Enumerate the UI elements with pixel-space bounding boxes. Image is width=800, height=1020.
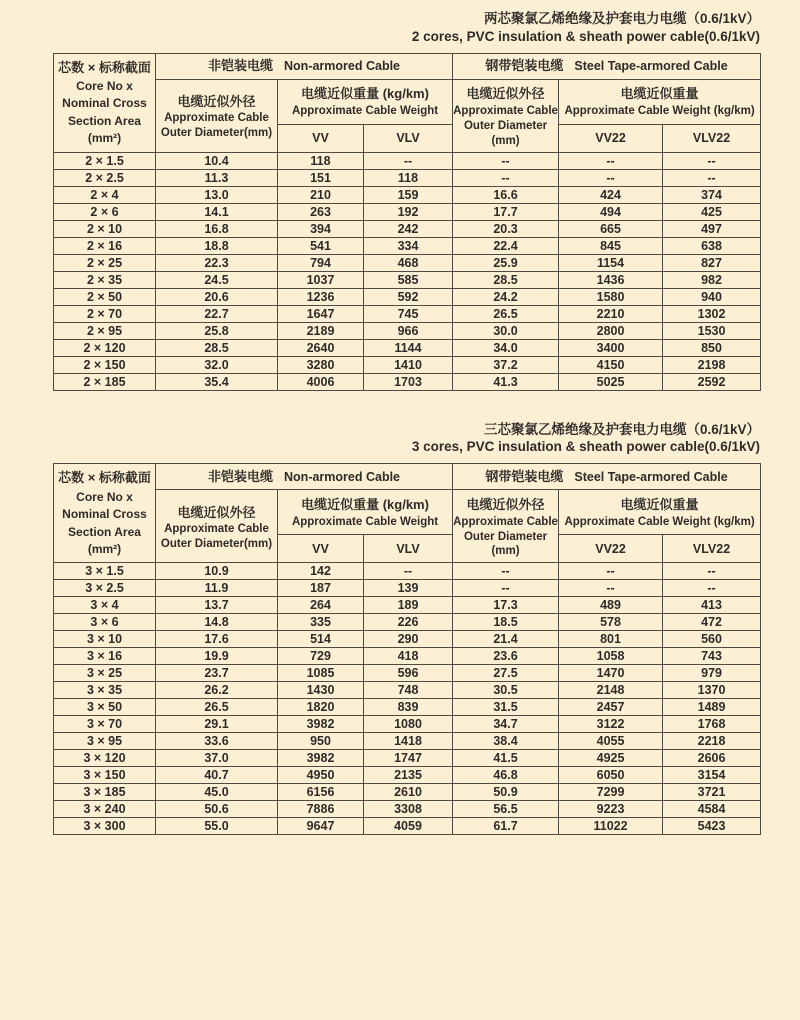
table-cell: 3 × 6 bbox=[54, 614, 156, 631]
table-cell: 3 × 150 bbox=[54, 767, 156, 784]
table-row bbox=[54, 597, 761, 614]
table-cell: 497 bbox=[663, 220, 761, 237]
table-cell: 801 bbox=[559, 631, 663, 648]
table-cell: 2 × 1.5 bbox=[54, 152, 156, 169]
table-cell: 32.0 bbox=[156, 356, 278, 373]
table-cell: 2 × 70 bbox=[54, 305, 156, 322]
table-cell: 850 bbox=[663, 339, 761, 356]
table-cell: 37.0 bbox=[156, 750, 278, 767]
header-col-vlv: VLV bbox=[364, 535, 453, 563]
table-cell: 13.0 bbox=[156, 186, 278, 203]
table-cell: 28.5 bbox=[453, 271, 559, 288]
table-cell: 24.5 bbox=[156, 271, 278, 288]
header-outer-diameter-armored: 电缆近似外径 Approximate Cable Outer Diameter (mm) bbox=[453, 79, 559, 152]
table-row bbox=[54, 767, 761, 784]
table-cell: 578 bbox=[559, 614, 663, 631]
table-body-3core bbox=[54, 563, 761, 835]
table-cell: 982 bbox=[663, 271, 761, 288]
table-cell: 118 bbox=[278, 152, 364, 169]
table-cell: 1580 bbox=[559, 288, 663, 305]
header-outer-diameter-non-armored: 电缆近似外径 Approximate Cable Outer Diameter(mm) bbox=[156, 79, 278, 152]
table-cell: 1647 bbox=[278, 305, 364, 322]
header-col-vv: VV bbox=[278, 124, 364, 152]
table-cell: -- bbox=[453, 563, 559, 580]
table-row bbox=[54, 356, 761, 373]
table-row bbox=[54, 305, 761, 322]
table-cell: 2606 bbox=[663, 750, 761, 767]
table-cell: 20.3 bbox=[453, 220, 559, 237]
table-cell: 55.0 bbox=[156, 818, 278, 835]
table-cell: 374 bbox=[663, 186, 761, 203]
table-row bbox=[54, 682, 761, 699]
table-cell: 1302 bbox=[663, 305, 761, 322]
table-cell: 17.3 bbox=[453, 597, 559, 614]
table-cell: 16.6 bbox=[453, 186, 559, 203]
table-cell: 5423 bbox=[663, 818, 761, 835]
table-cell: 748 bbox=[364, 682, 453, 699]
table-cell: 26.2 bbox=[156, 682, 278, 699]
table-cell: 3 × 1.5 bbox=[54, 563, 156, 580]
table-cell: 41.5 bbox=[453, 750, 559, 767]
table-cell: 950 bbox=[278, 733, 364, 750]
table-cell: 3 × 35 bbox=[54, 682, 156, 699]
table-cell: 10.4 bbox=[156, 152, 278, 169]
header-col-vlv22: VLV22 bbox=[663, 535, 761, 563]
table-row bbox=[54, 254, 761, 271]
table-cell: 38.4 bbox=[453, 733, 559, 750]
table-cell: 16.8 bbox=[156, 220, 278, 237]
table-cell: 2610 bbox=[364, 784, 453, 801]
table-row bbox=[54, 648, 761, 665]
table-cell: 418 bbox=[364, 648, 453, 665]
table-cell: 18.5 bbox=[453, 614, 559, 631]
table-row bbox=[54, 339, 761, 356]
table-cell: 1747 bbox=[364, 750, 453, 767]
table-cell: 34.0 bbox=[453, 339, 559, 356]
table-cell: -- bbox=[663, 580, 761, 597]
table-cell: 17.6 bbox=[156, 631, 278, 648]
header-col-vv22: VV22 bbox=[559, 124, 663, 152]
table-cell: 845 bbox=[559, 237, 663, 254]
table-cell: 2640 bbox=[278, 339, 364, 356]
table-cell: 9223 bbox=[559, 801, 663, 818]
table-cell: 7886 bbox=[278, 801, 364, 818]
table-row bbox=[54, 733, 761, 750]
table-cell: 1410 bbox=[364, 356, 453, 373]
table-cell: 25.8 bbox=[156, 322, 278, 339]
table-row bbox=[54, 152, 761, 169]
table-cell: -- bbox=[453, 580, 559, 597]
table-cell: 3 × 240 bbox=[54, 801, 156, 818]
table-cell: 3308 bbox=[364, 801, 453, 818]
table-cell: 3 × 2.5 bbox=[54, 580, 156, 597]
table-cell: 37.2 bbox=[453, 356, 559, 373]
table-cell: 2 × 16 bbox=[54, 237, 156, 254]
table-cell: 424 bbox=[559, 186, 663, 203]
table-cell: 472 bbox=[663, 614, 761, 631]
table-cell: 18.8 bbox=[156, 237, 278, 254]
table-cell: 2 × 6 bbox=[54, 203, 156, 220]
table-cell: 2 × 2.5 bbox=[54, 169, 156, 186]
table-cell: 1080 bbox=[364, 716, 453, 733]
table-cell: 56.5 bbox=[453, 801, 559, 818]
table-cell: 3 × 16 bbox=[54, 648, 156, 665]
table-row bbox=[54, 373, 761, 390]
table-cell: -- bbox=[559, 169, 663, 186]
table-cell: 22.7 bbox=[156, 305, 278, 322]
header-core-section-area: 芯数 × 标称截面 Core No x Nominal Cross Section Area (mm²) bbox=[54, 464, 156, 563]
table-cell: 940 bbox=[663, 288, 761, 305]
table-cell: 3 × 300 bbox=[54, 818, 156, 835]
table-cell: 1154 bbox=[559, 254, 663, 271]
table-cell: 45.0 bbox=[156, 784, 278, 801]
table-cell: 30.0 bbox=[453, 322, 559, 339]
table-cell: 3 × 185 bbox=[54, 784, 156, 801]
table-row bbox=[54, 631, 761, 648]
table-cell: 839 bbox=[364, 699, 453, 716]
table-cell: -- bbox=[663, 563, 761, 580]
table-cell: 2 × 150 bbox=[54, 356, 156, 373]
table-cell: 3280 bbox=[278, 356, 364, 373]
table-row bbox=[54, 169, 761, 186]
table-cell: 1236 bbox=[278, 288, 364, 305]
section-2core-titles bbox=[53, 10, 760, 46]
table-cell: 24.2 bbox=[453, 288, 559, 305]
table-cell: 11.3 bbox=[156, 169, 278, 186]
section-2core-title-zh: 两芯聚氯乙烯绝缘及护套电力电缆（0.6/1kV） bbox=[483, 11, 760, 26]
table-cell: 335 bbox=[278, 614, 364, 631]
table-cell: 729 bbox=[278, 648, 364, 665]
table-row bbox=[54, 750, 761, 767]
table-cell: 2198 bbox=[663, 356, 761, 373]
table-cell: 4925 bbox=[559, 750, 663, 767]
section-2core-title-en: 2 cores, PVC insulation & sheath power cable(0.6/1kV) bbox=[411, 28, 760, 44]
table-header-2core bbox=[54, 53, 761, 152]
table-cell: -- bbox=[453, 152, 559, 169]
table-cell: 1370 bbox=[663, 682, 761, 699]
table-cell: 11022 bbox=[559, 818, 663, 835]
table-cell: 1530 bbox=[663, 322, 761, 339]
table-cell: 489 bbox=[559, 597, 663, 614]
table-row bbox=[54, 784, 761, 801]
header-group-non-armored: 非铠装电缆 Non-armored Cable bbox=[156, 464, 453, 490]
table-cell: -- bbox=[364, 152, 453, 169]
table-cell: 592 bbox=[364, 288, 453, 305]
header-outer-diameter-armored: 电缆近似外径 Approximate Cable Outer Diameter (mm) bbox=[453, 490, 559, 563]
table-cell: 46.8 bbox=[453, 767, 559, 784]
table-row bbox=[54, 288, 761, 305]
table-cell: 585 bbox=[364, 271, 453, 288]
table-cell: 31.5 bbox=[453, 699, 559, 716]
table-cell: 22.4 bbox=[453, 237, 559, 254]
table-cell: 560 bbox=[663, 631, 761, 648]
table-cell: 9647 bbox=[278, 818, 364, 835]
table-body-2core bbox=[54, 152, 761, 390]
table-cell: 187 bbox=[278, 580, 364, 597]
spec-table-3core bbox=[53, 463, 761, 835]
table-row bbox=[54, 716, 761, 733]
header-weight-non-armored: 电缆近似重量 (kg/km) Approximate Cable Weight bbox=[278, 79, 453, 124]
table-row bbox=[54, 271, 761, 288]
table-cell: 40.7 bbox=[156, 767, 278, 784]
table-cell: 20.6 bbox=[156, 288, 278, 305]
table-cell: -- bbox=[663, 152, 761, 169]
header-group-armored: 钢带铠装电缆 Steel Tape-armored Cable bbox=[453, 53, 761, 79]
table-cell: 494 bbox=[559, 203, 663, 220]
table-cell: 139 bbox=[364, 580, 453, 597]
table-cell: 11.9 bbox=[156, 580, 278, 597]
table-cell: 3 × 120 bbox=[54, 750, 156, 767]
table-cell: 2 × 4 bbox=[54, 186, 156, 203]
table-row bbox=[54, 203, 761, 220]
header-weight-non-armored: 电缆近似重量 (kg/km) Approximate Cable Weight bbox=[278, 490, 453, 535]
table-cell: 3982 bbox=[278, 716, 364, 733]
table-cell: 151 bbox=[278, 169, 364, 186]
table-cell: 6050 bbox=[559, 767, 663, 784]
table-cell: 2189 bbox=[278, 322, 364, 339]
table-cell: 3 × 95 bbox=[54, 733, 156, 750]
table-cell: -- bbox=[559, 152, 663, 169]
table-cell: 1470 bbox=[559, 665, 663, 682]
table-cell: 979 bbox=[663, 665, 761, 682]
table-cell: 61.7 bbox=[453, 818, 559, 835]
table-cell: 966 bbox=[364, 322, 453, 339]
section-3core-titles bbox=[53, 421, 760, 457]
table-cell: 2 × 10 bbox=[54, 220, 156, 237]
table-cell: -- bbox=[559, 563, 663, 580]
section-3core-title-zh: 三芯聚氯乙烯绝缘及护套电力电缆（0.6/1kV） bbox=[483, 421, 760, 437]
table-cell: 28.5 bbox=[156, 339, 278, 356]
table-cell: 33.6 bbox=[156, 733, 278, 750]
table-cell: 159 bbox=[364, 186, 453, 203]
table-cell: 1768 bbox=[663, 716, 761, 733]
table-cell: 50.9 bbox=[453, 784, 559, 801]
table-cell: 3721 bbox=[663, 784, 761, 801]
table-cell: 5025 bbox=[559, 373, 663, 390]
table-cell: 189 bbox=[364, 597, 453, 614]
table-cell: 3982 bbox=[278, 750, 364, 767]
table-row bbox=[54, 186, 761, 203]
table-cell: 1436 bbox=[559, 271, 663, 288]
table-cell: 2135 bbox=[364, 767, 453, 784]
table-cell: 35.4 bbox=[156, 373, 278, 390]
table-cell: 41.3 bbox=[453, 373, 559, 390]
table-cell: 210 bbox=[278, 186, 364, 203]
header-group-armored: 钢带铠装电缆 Steel Tape-armored Cable bbox=[453, 464, 761, 490]
table-cell: 7299 bbox=[559, 784, 663, 801]
table-cell: 2800 bbox=[559, 322, 663, 339]
table-cell: 334 bbox=[364, 237, 453, 254]
table-cell: 2457 bbox=[559, 699, 663, 716]
table-cell: 745 bbox=[364, 305, 453, 322]
table-cell: 413 bbox=[663, 597, 761, 614]
table-cell: 26.5 bbox=[453, 305, 559, 322]
table-cell: 50.6 bbox=[156, 801, 278, 818]
table-row bbox=[54, 614, 761, 631]
table-cell: 226 bbox=[364, 614, 453, 631]
table-row bbox=[54, 580, 761, 597]
table-cell: 4006 bbox=[278, 373, 364, 390]
header-col-vv22: VV22 bbox=[559, 535, 663, 563]
header-group-non-armored: 非铠装电缆 Non-armored Cable bbox=[156, 53, 453, 79]
table-cell: 2592 bbox=[663, 373, 761, 390]
header-weight-armored: 电缆近似重量 Approximate Cable Weight (kg/km) bbox=[559, 79, 761, 124]
table-cell: 4059 bbox=[364, 818, 453, 835]
table-cell: 1820 bbox=[278, 699, 364, 716]
table-cell: 665 bbox=[559, 220, 663, 237]
table-cell: 3 × 4 bbox=[54, 597, 156, 614]
table-cell: 6156 bbox=[278, 784, 364, 801]
section-3core-title-en: 3 cores, PVC insulation & sheath power cable(0.6/1kV) bbox=[411, 439, 760, 455]
table-row bbox=[54, 699, 761, 716]
table-row bbox=[54, 322, 761, 339]
table-cell: 4950 bbox=[278, 767, 364, 784]
table-cell: 1703 bbox=[364, 373, 453, 390]
table-cell: -- bbox=[364, 563, 453, 580]
table-cell: 3122 bbox=[559, 716, 663, 733]
table-cell: 394 bbox=[278, 220, 364, 237]
header-core-section-area: 芯数 × 标称截面 Core No x Nominal Cross Section Area (mm²) bbox=[54, 53, 156, 152]
table-cell: 743 bbox=[663, 648, 761, 665]
table-cell: 541 bbox=[278, 237, 364, 254]
table-row bbox=[54, 220, 761, 237]
table-cell: 2218 bbox=[663, 733, 761, 750]
table-cell: 1489 bbox=[663, 699, 761, 716]
header-col-vv: VV bbox=[278, 535, 364, 563]
table-cell: 1144 bbox=[364, 339, 453, 356]
table-cell: 13.7 bbox=[156, 597, 278, 614]
table-cell: -- bbox=[453, 169, 559, 186]
table-cell: 794 bbox=[278, 254, 364, 271]
table-cell: 4584 bbox=[663, 801, 761, 818]
table-cell: 242 bbox=[364, 220, 453, 237]
table-cell: 264 bbox=[278, 597, 364, 614]
table-cell: 142 bbox=[278, 563, 364, 580]
table-cell: 29.1 bbox=[156, 716, 278, 733]
table-cell: 14.1 bbox=[156, 203, 278, 220]
table-cell: 1037 bbox=[278, 271, 364, 288]
header-col-vlv: VLV bbox=[364, 124, 453, 152]
table-cell: 1085 bbox=[278, 665, 364, 682]
table-row bbox=[54, 818, 761, 835]
table-cell: 1430 bbox=[278, 682, 364, 699]
table-row bbox=[54, 665, 761, 682]
table-cell: 1418 bbox=[364, 733, 453, 750]
table-cell: 2 × 25 bbox=[54, 254, 156, 271]
table-cell: 2 × 35 bbox=[54, 271, 156, 288]
table-cell: 3 × 25 bbox=[54, 665, 156, 682]
table-row bbox=[54, 563, 761, 580]
table-cell: 514 bbox=[278, 631, 364, 648]
table-cell: 118 bbox=[364, 169, 453, 186]
table-cell: 4055 bbox=[559, 733, 663, 750]
table-cell: 14.8 bbox=[156, 614, 278, 631]
section-2core bbox=[53, 10, 800, 391]
table-cell: 3 × 10 bbox=[54, 631, 156, 648]
table-cell: 25.9 bbox=[453, 254, 559, 271]
table-row bbox=[54, 237, 761, 254]
table-cell: 596 bbox=[364, 665, 453, 682]
table-cell: 290 bbox=[364, 631, 453, 648]
header-col-vlv22: VLV22 bbox=[663, 124, 761, 152]
table-cell: 2 × 95 bbox=[54, 322, 156, 339]
table-header-3core bbox=[54, 464, 761, 563]
table-cell: 21.4 bbox=[453, 631, 559, 648]
table-cell: 2148 bbox=[559, 682, 663, 699]
table-cell: 34.7 bbox=[453, 716, 559, 733]
table-cell: 3 × 50 bbox=[54, 699, 156, 716]
table-cell: 638 bbox=[663, 237, 761, 254]
table-row bbox=[54, 801, 761, 818]
table-cell: 2 × 120 bbox=[54, 339, 156, 356]
table-cell: 827 bbox=[663, 254, 761, 271]
table-cell: 23.6 bbox=[453, 648, 559, 665]
table-cell: 27.5 bbox=[453, 665, 559, 682]
table-cell: 1058 bbox=[559, 648, 663, 665]
table-cell: 3400 bbox=[559, 339, 663, 356]
header-outer-diameter-non-armored: 电缆近似外径 Approximate Cable Outer Diameter(mm) bbox=[156, 490, 278, 563]
table-cell: 3154 bbox=[663, 767, 761, 784]
table-cell: 30.5 bbox=[453, 682, 559, 699]
table-cell: 2210 bbox=[559, 305, 663, 322]
table-cell: -- bbox=[663, 169, 761, 186]
table-cell: 10.9 bbox=[156, 563, 278, 580]
table-cell: 2 × 185 bbox=[54, 373, 156, 390]
table-cell: 19.9 bbox=[156, 648, 278, 665]
table-cell: 17.7 bbox=[453, 203, 559, 220]
table-cell: -- bbox=[559, 580, 663, 597]
section-3core bbox=[53, 421, 800, 836]
table-cell: 2 × 50 bbox=[54, 288, 156, 305]
table-cell: 3 × 70 bbox=[54, 716, 156, 733]
header-weight-armored: 电缆近似重量 Approximate Cable Weight (kg/km) bbox=[559, 490, 761, 535]
table-cell: 26.5 bbox=[156, 699, 278, 716]
table-cell: 22.3 bbox=[156, 254, 278, 271]
table-cell: 468 bbox=[364, 254, 453, 271]
table-cell: 23.7 bbox=[156, 665, 278, 682]
table-cell: 192 bbox=[364, 203, 453, 220]
table-cell: 425 bbox=[663, 203, 761, 220]
table-cell: 263 bbox=[278, 203, 364, 220]
table-cell: 4150 bbox=[559, 356, 663, 373]
spec-table-2core bbox=[53, 53, 761, 391]
